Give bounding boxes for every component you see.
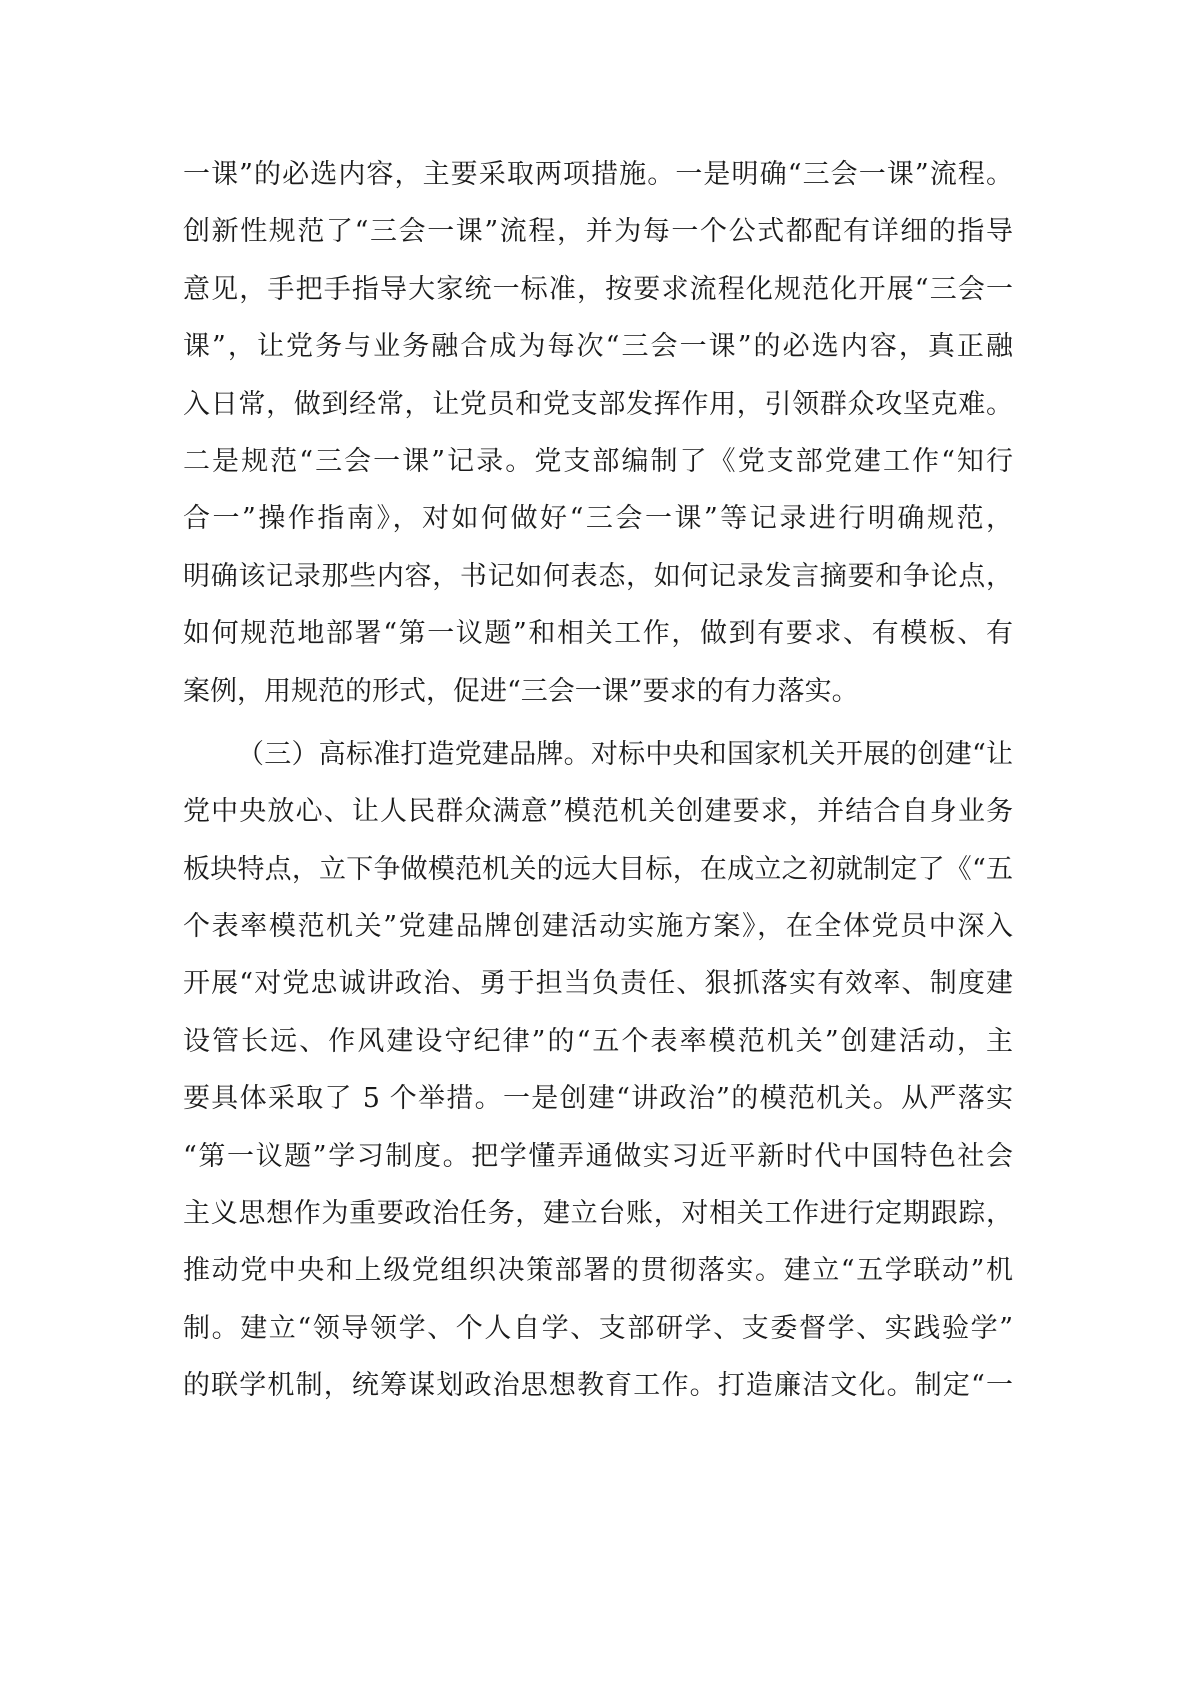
section-heading-line: （三）高标准打造党建品牌。对标中央和国家机关开展的创建“让 xyxy=(237,738,1013,770)
paragraph-2 xyxy=(183,726,1013,1415)
text-line: 如何规范地部署“第一议题”和相关工作，做到有要求、有模板、有 xyxy=(183,618,1013,650)
document-body xyxy=(183,146,1013,1415)
text-line: “第一议题”学习制度。把学懂弄通做实习近平新时代中国特色社会 xyxy=(183,1140,1013,1172)
text-line: 板块特点，立下争做模范机关的远大目标，在成立之初就制定了《“五 xyxy=(183,853,1013,885)
text-line: 的联学机制，统筹谋划政治思想教育工作。打造廉洁文化。制定“一 xyxy=(183,1370,1013,1402)
text-line: 推动党中央和上级党组织决策部署的贯彻落实。建立“五学联动”机 xyxy=(183,1255,1013,1287)
text-line: 要具体采取了 5 个举措。一是创建“讲政治”的模范机关。从严落实 xyxy=(183,1083,1013,1115)
text-line: 制。建立“领导领学、个人自学、支部研学、支委督学、实践验学” xyxy=(183,1312,1013,1344)
text-line: 设管长远、作风建设守纪律”的“五个表率模范机关”创建活动，主 xyxy=(183,1025,1013,1057)
text-line: 合一”操作指南》，对如何做好“三会一课”等记录进行明确规范， xyxy=(183,503,1013,535)
text-line: 一课”的必选内容，主要采取两项措施。一是明确“三会一课”流程。 xyxy=(183,159,1013,190)
text-line: 二是规范“三会一课”记录。党支部编制了《党支部党建工作“知行 xyxy=(183,445,1013,477)
text-line: 明确该记录那些内容，书记如何表态，如何记录发言摘要和争论点， xyxy=(183,560,1013,592)
text-line: 意见，手把手指导大家统一标准，按要求流程化规范化开展“三会一 xyxy=(183,273,1013,305)
text-line: 入日常，做到经常，让党员和党支部发挥作用，引领群众攻坚克难。 xyxy=(183,388,1013,420)
text-line: 党中央放心、让人民群众满意”模范机关创建要求，并结合自身业务 xyxy=(183,796,1013,828)
text-line: 创新性规范了“三会一课”流程，并为每一个公式都配有详细的指导 xyxy=(183,216,1013,248)
text-line: 开展“对党忠诚讲政治、勇于担当负责任、狠抓落实有效率、制度建 xyxy=(183,968,1013,1000)
text-line: 课”，让党务与业务融合成为每次“三会一课”的必选内容，真正融 xyxy=(183,331,1013,363)
text-line: 个表率模范机关”党建品牌创建活动实施方案》，在全体党员中深入 xyxy=(183,911,1013,943)
text-line: 主义思想作为重要政治任务，建立台账，对相关工作进行定期跟踪， xyxy=(183,1198,1013,1230)
text-line: 案例，用规范的形式，促进“三会一课”要求的有力落实。 xyxy=(183,675,859,707)
paragraph-1 xyxy=(183,146,1013,720)
